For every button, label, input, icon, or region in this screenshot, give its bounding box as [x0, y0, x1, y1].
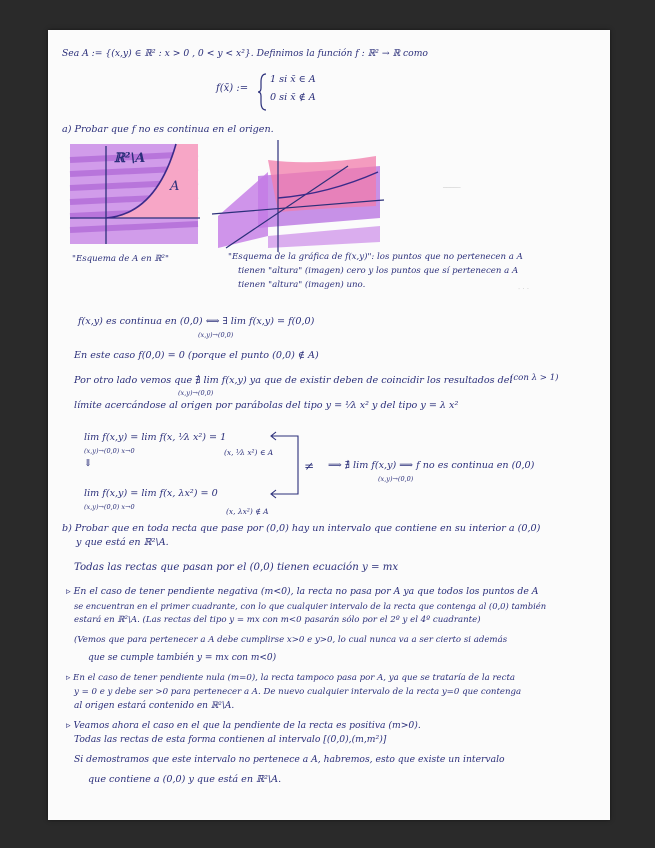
caption-graph-line2: tienen "altura" (imagen) cero y los puntos que sí pertenecen a A: [238, 266, 519, 276]
paragraph-line: Por otro lado vemos que ∄ lim f(x,y) ya que de existir deben de coincidir los resultados del: [74, 375, 513, 386]
paragraph-line: ▹ Veamos ahora el caso en el que la pendiente de la recta es positiva (m>0).: [66, 720, 421, 731]
region-A-sketch: [66, 140, 206, 250]
part-b-title-line2: y que está en ℝ²\A.: [76, 537, 169, 548]
caption-region-A: "Esquema de A en ℝ²": [72, 254, 169, 264]
limit-two-note: (x, λx²) ∉ A: [226, 507, 269, 516]
limit-one-note: (x, ¹⁄λ x²) ∈ A: [224, 448, 274, 457]
part-b-title-line1: b) Probar que en toda recta que pase por (0,0) hay un intervalo que contiene en su interior a (0,0): [62, 523, 541, 534]
limit-subscript: (x,y)→(0,0): [178, 389, 214, 397]
bleed-through-mark: · · ·: [517, 284, 530, 294]
paragraph-line: ▹ En el caso de tener pendiente negativa (m<0), la recta no pasa por A ya que todos los puntos de A: [66, 586, 539, 597]
bleed-through-mark: _____: [442, 179, 461, 189]
case-not-in-A: 0 si x̄ ∉ A: [270, 92, 316, 103]
paragraph-line: límite acercándose al origen por parábolas del tipo y = ¹⁄λ x² y del tipo y = λ x²: [74, 400, 459, 411]
paragraph-line: y = 0 e y debe ser >0 para pertenecer a A. De nuevo cualquier intervalo de la recta y=0 que contenga: [74, 687, 522, 697]
definition-line: Sea A := {(x,y) ∈ ℝ² : x > 0 , 0 < y < x²}. Definimos la función f : ℝ² → ℝ como: [62, 48, 428, 59]
case-in-A: 1 si x̄ ∈ A: [270, 74, 316, 85]
paragraph-line: que contiene a (0,0) y que está en ℝ²\A.: [88, 774, 282, 785]
paragraph-line: Todas las rectas que pasan por el (0,0) tienen ecuación y = mx: [74, 562, 399, 573]
caption-graph-line3: tienen "altura" (imagen) uno.: [238, 280, 366, 290]
limit-subscript: (x,y)→(0,0): [198, 331, 234, 339]
paragraph-line: al origen estará contenido en ℝ²\A.: [74, 701, 235, 711]
paragraph-line: se encuentran en el primer cuadrante, con lo que cualquier intervalo de la recta que contenga al (0,0) también: [74, 601, 547, 611]
limit-subscript: (x,y)→(0,0) x→0: [84, 447, 135, 455]
bracket-arrows: [268, 428, 308, 502]
paragraph-line: ▹ En el caso de tener pendiente nula (m=0), la recta tampoco pasa por A, ya que se trataría de la recta: [66, 673, 516, 683]
paragraph-line: estará en ℝ²\A. (Las rectas del tipo y = mx con m<0 pasarán sólo por el 2º y el 4º cuadrante): [74, 615, 481, 625]
paragraph-line: Si demostramos que este intervalo no pertenece a A, habremos, esto que existe un intervalo: [74, 754, 505, 765]
paragraph-line: (Vemos que para pertenecer a A debe cumplirse x>0 e y>0, lo cual nunca va a ser cierto si además: [74, 635, 508, 645]
limit-subscript: (x,y)→(0,0): [378, 475, 414, 483]
paragraph-line: En este caso f(0,0) = 0 (porque el punto (0,0) ∉ A): [74, 350, 319, 361]
graph-of-f-sketch: [208, 136, 388, 254]
brace: [258, 72, 268, 112]
not-equal-sign: ≠: [304, 459, 315, 473]
conclusion-a: ⟹ ∄ lim f(x,y) ⟹ f no es continua en (0,0): [328, 460, 535, 471]
double-arrow: ⇓: [84, 458, 93, 469]
limit-subscript: (x,y)→(0,0) x→0: [84, 503, 135, 511]
complement-label: ℝ²\A: [114, 151, 146, 166]
continuity-definition: f(x,y) es continua en (0,0) ⟺ ∃ lim f(x,y) = f(0,0): [78, 316, 315, 327]
lambda-condition: (con λ > 1): [510, 373, 559, 383]
region-A-label: A: [170, 179, 180, 194]
limit-two: lim f(x,y) = lim f(x, λx²) = 0: [84, 488, 218, 499]
limit-one: lim f(x,y) = lim f(x, ¹⁄λ x²) = 1: [84, 432, 227, 443]
function-name: f(x̄) :=: [216, 83, 249, 94]
part-a-title: a) Probar que f no es continua en el origen.: [62, 124, 274, 135]
paragraph-line: Todas las rectas de esta forma contienen al intervalo [(0,0),(m,m²)]: [74, 734, 387, 745]
paragraph-line: que se cumple también y = mx con m<0): [88, 653, 277, 663]
paper-sheet: [48, 30, 610, 820]
caption-graph-line1: "Esquema de la gráfica de f(x,y)": los puntos que no pertenecen a A: [228, 252, 523, 262]
